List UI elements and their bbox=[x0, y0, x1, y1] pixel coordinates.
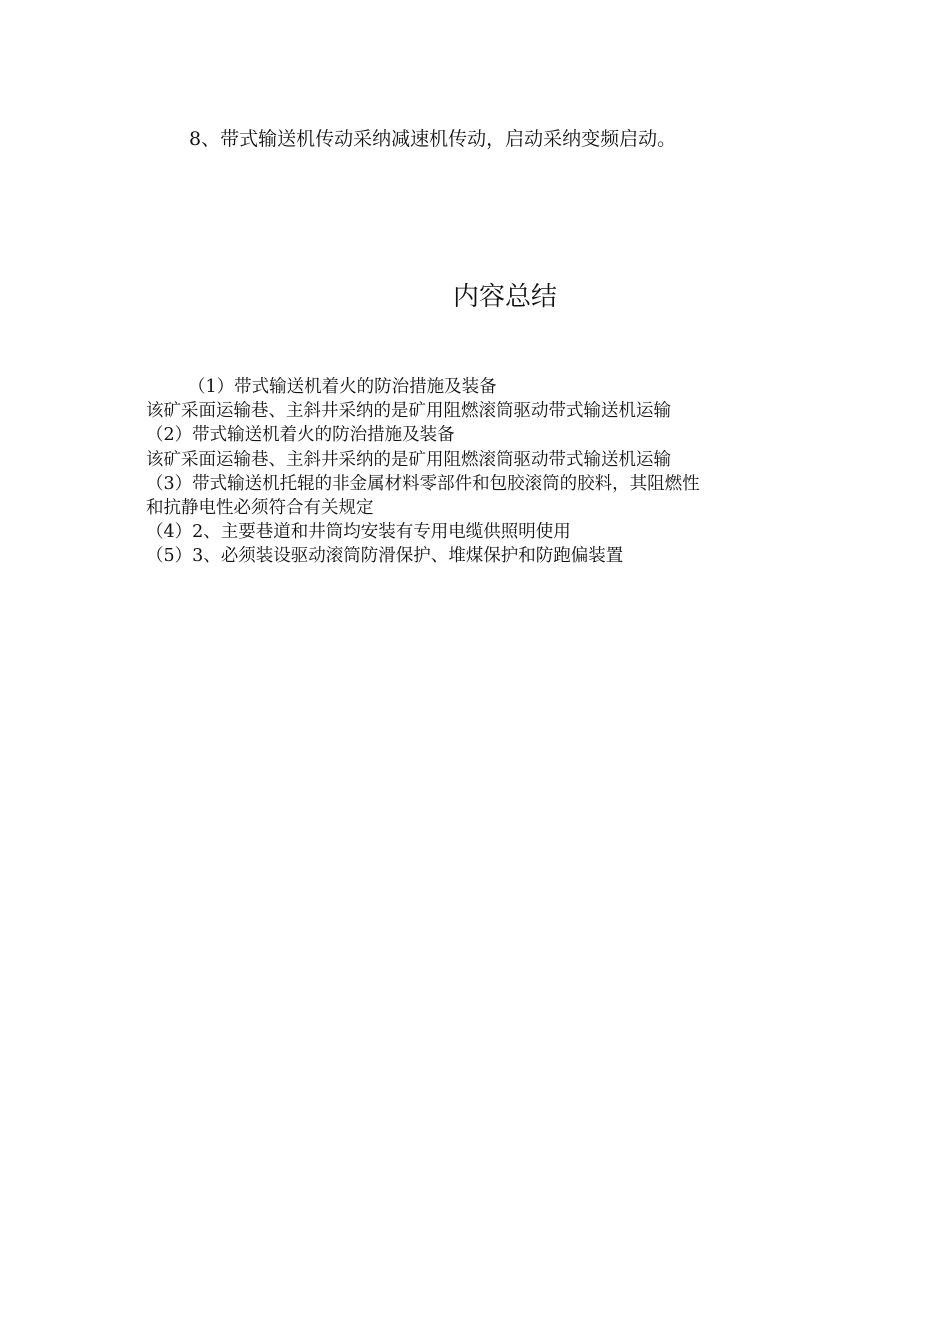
summary-heading: 内容总结 bbox=[452, 282, 557, 312]
summary-list bbox=[146, 375, 816, 569]
summary-line: 该矿采面运输巷、主斜井采纳的是矿用阻燃滚筒驱动带式输送机运输 bbox=[146, 449, 671, 470]
summary-line: 该矿采面运输巷、主斜井采纳的是矿用阻燃滚筒驱动带式输送机运输 bbox=[146, 401, 671, 422]
summary-line: （3）带式输送机托辊的非金属材料零部件和包胶滚筒的胶料，其阻燃性 bbox=[146, 473, 700, 494]
summary-line: （4）2、主要巷道和井筒均安装有专用电缆供照明使用 bbox=[146, 522, 571, 543]
summary-line: （5）3、必须装设驱动滚筒防滑保护、堆煤保护和防跑偏装置 bbox=[146, 546, 624, 567]
summary-line: 和抗静电性必须符合有关规定 bbox=[146, 498, 374, 519]
intro-paragraph: 8、带式输送机传动采纳减速机传动，启动采纳变频启动。 bbox=[189, 128, 677, 150]
summary-line: （1）带式输送机着火的防治措施及装备 bbox=[188, 377, 497, 397]
summary-line: （2）带式输送机着火的防治措施及装备 bbox=[146, 425, 455, 446]
